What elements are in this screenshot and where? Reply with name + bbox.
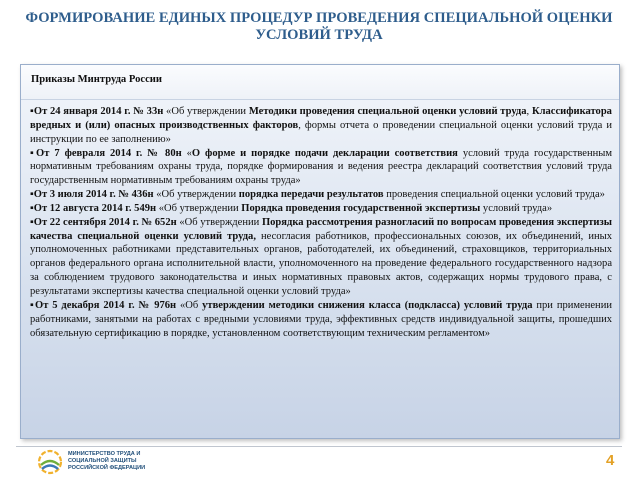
item-emphasis: Методики проведения специальной оценки условий труда	[248, 106, 527, 117]
list-item	[30, 299, 612, 341]
list-item	[30, 105, 612, 147]
item-text: «Об утверждении	[156, 202, 242, 214]
order-ref: От 12 августа 2014 г. 549н	[33, 202, 157, 214]
list-item	[30, 147, 612, 189]
order-ref: От 5 декабря 2014 г. № 976н	[35, 299, 177, 311]
order-ref: От 24 января 2014 г. № 33н	[33, 106, 164, 117]
item-text: проведения специальной оценки условий труда»	[383, 189, 605, 201]
item-text: «Об	[176, 299, 203, 311]
item-emphasis: Порядка рассмотрения разногласий по вопросам проведения экспертизы качества специальной оценки условий труда,	[30, 216, 612, 242]
ministry-logo	[36, 449, 166, 475]
item-text: ,	[526, 106, 532, 117]
item-text: «Об утверждении	[163, 106, 249, 117]
card-header	[21, 65, 619, 100]
list-item	[30, 202, 612, 216]
list-item	[30, 216, 612, 299]
square-bullet-icon: ▪	[30, 147, 37, 159]
item-text: «Об утверждении	[153, 189, 239, 201]
order-ref: От 22 сентября 2014 г. № 652н	[33, 216, 177, 228]
item-emphasis: утверждении методики снижения класса (подкласса) условий труда	[202, 299, 533, 311]
square-bullet-icon: ▪	[30, 106, 34, 117]
orders-list	[30, 105, 612, 340]
item-emphasis: Классификатора вредных и (или) опасных производственных факторов	[30, 106, 612, 131]
item-text: при применении работниками, занятыми на работах с вредными условиями труда, эффективных средств индивидуальной защиты, прошедших обязательную сертификацию в порядке, установленном соответствующим техническим регламентом»	[30, 299, 612, 339]
item-emphasis: Порядка проведения государственной экспертизы	[241, 202, 481, 214]
item-text: условий труда государственным нормативным требованиям охраны труда, порядке формирования и ведения реестра деклараций соответствия условий труда государственным нормативным требованиям охраны труда»	[30, 147, 612, 187]
orders-card	[20, 64, 620, 439]
square-bullet-icon: ▪	[30, 299, 35, 311]
item-emphasis: порядка передачи результатов	[238, 189, 384, 201]
item-text: «Об утверждении	[176, 216, 262, 228]
slide-title: ФОРМИРОВАНИЕ ЕДИНЫХ ПРОЦЕДУР ПРОВЕДЕНИЯ СПЕЦИАЛЬНОЙ ОЦЕНКИ УСЛОВИЙ ТРУДА	[25, 10, 613, 43]
square-bullet-icon: ▪	[30, 202, 34, 214]
list-item	[30, 188, 612, 202]
item-text: , формы отчета о проведении специальной оценки условий труда и инструкции по ее заполнению»	[30, 119, 612, 145]
item-text: условий труда»	[480, 202, 553, 214]
square-bullet-icon: ▪	[30, 216, 34, 228]
ministry-logo-icon	[36, 449, 64, 475]
item-text: несогласия работников, профессиональных союзов, их объединений, иных уполномоченных работниками представительных органов, работодателей, их объединений, страховщиков, территориальных органов федерального органа исполнительной власти, уполномоченного на проведение федерального государственного надзора за соблюдением трудового законодательства и иных нормативных правовых актов, содержащих нормы трудового права, с результатами экспертизы качества специальной оценки условий труда»	[30, 230, 612, 297]
item-text: «	[181, 147, 192, 159]
card-title: Приказы Минтруда России	[31, 74, 162, 85]
item-emphasis: О форме и порядке подачи декларации соответствия	[191, 147, 458, 159]
square-bullet-icon: ▪	[30, 189, 34, 201]
page-number: 4	[606, 452, 615, 469]
order-ref: От 3 июля 2014 г. № 436н	[33, 189, 154, 201]
ministry-logo-text: МИНИСТЕРСТВО ТРУДА И СОЦИАЛЬНОЙ ЗАЩИТЫ РОССИЙСКОЙ ФЕДЕРАЦИИ	[68, 451, 146, 471]
order-ref: От 7 февраля 2014 г. № 80н	[36, 147, 182, 159]
footer-divider	[16, 446, 622, 447]
